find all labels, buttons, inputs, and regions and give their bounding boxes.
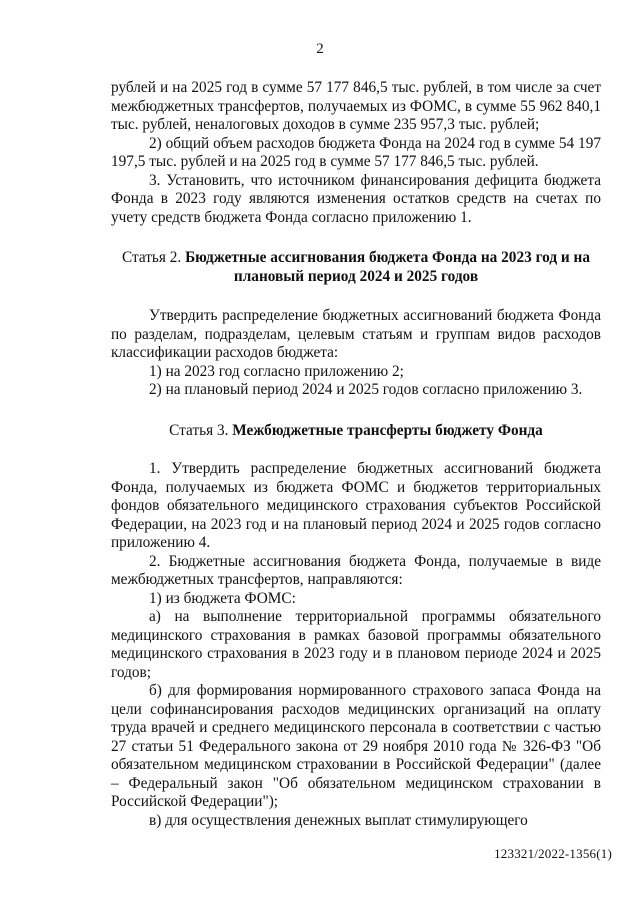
article-2-paragraph-3: 2) на плановый период 2024 и 2025 годов согласно приложению 3. <box>149 381 583 398</box>
document-id: 123321/2022-1356(1) <box>494 845 612 861</box>
article-2-heading <box>111 249 601 286</box>
article-2-prefix: Статья 2. <box>121 249 186 266</box>
article-3-paragraph-1: 1. Утвердить распределение бюджетных ассигнований бюджета Фонда, получаемых из бюджета ФОМС и бюджетов территориальных фондов обязательного медицинского страхования субъектов Российской Федерации, на 2023 год и на плановый период 2024 и 2025 годов согласно приложению 4. <box>111 460 601 551</box>
article-3-title: Межбюджетные трансферты бюджету Фонда <box>232 421 543 439</box>
paragraph-intro-3: 3. Установить, что источником финансирования дефицита бюджета Фонда в 2023 году являются изменения остатков средств на счетах по учету средств бюджета Фонда согласно приложению 1. <box>111 171 601 226</box>
article-2-paragraph-2: 1) на 2023 год согласно приложению 2; <box>149 362 404 380</box>
article-2-paragraph-1: Утвердить распределение бюджетных ассигнований бюджета Фонда по разделам, подразделам, целевым статьям и группам видов расходов классификации расходов бюджета: <box>111 307 601 361</box>
article-3-paragraph-5: б) для формирования нормированного страхового запаса Фонда на цели софинансирования расходов медицинских организаций на оплату труда врачей и среднего медицинского персонала в соответствии с частью 27 статьи 51 Федерального закона от 29 ноября 2010 года № 326-ФЗ "Об обязательном медицинском страховании в Российской Федерации" (далее – Федеральный закон "Об обязательном медицинском страховании в Российской Федерации"); <box>111 682 601 810</box>
article-3-prefix: Статья 3. <box>169 421 233 439</box>
paragraph-intro-1: рублей и на 2025 год в сумме 57 177 846,5 тыс. рублей, в том числе за счет межбюджетных трансфертов, получаемых из ФОМС, в сумме 55 962 840,1 тыс. рублей, неналоговых доходов в сумме 235 957,3 тыс. рублей; <box>111 79 601 133</box>
article-3-paragraph-4: а) на выполнение территориальной программы обязательного медицинского страхования в рамках базовой программы обязательного медицинского страхования в 2023 году и в плановом периоде 2024 и 2025 годов; <box>111 608 601 681</box>
article-3-heading <box>111 422 601 441</box>
page-number: 2 <box>316 41 324 57</box>
article-3-paragraph-3: 1) из бюджета ФОМС: <box>149 589 296 607</box>
article-3-paragraph-6: в) для осуществления денежных выплат стимулирующего <box>149 811 528 829</box>
paragraph-intro-2: 2) общий объем расходов бюджета Фонда на 2024 год в сумме 54 197 197,5 тыс. рублей и на 2025 год в сумме 57 177 846,5 тыс. рублей. <box>111 134 601 170</box>
document-body <box>111 79 601 830</box>
article-2-title: Бюджетные ассигнования бюджета Фонда на 2023 год и на плановый период 2024 и 2025 годов <box>185 249 591 285</box>
article-3-paragraph-2: 2. Бюджетные ассигнования бюджета Фонда, получаемые в виде межбюджетных трансфертов, направляются: <box>111 552 601 588</box>
